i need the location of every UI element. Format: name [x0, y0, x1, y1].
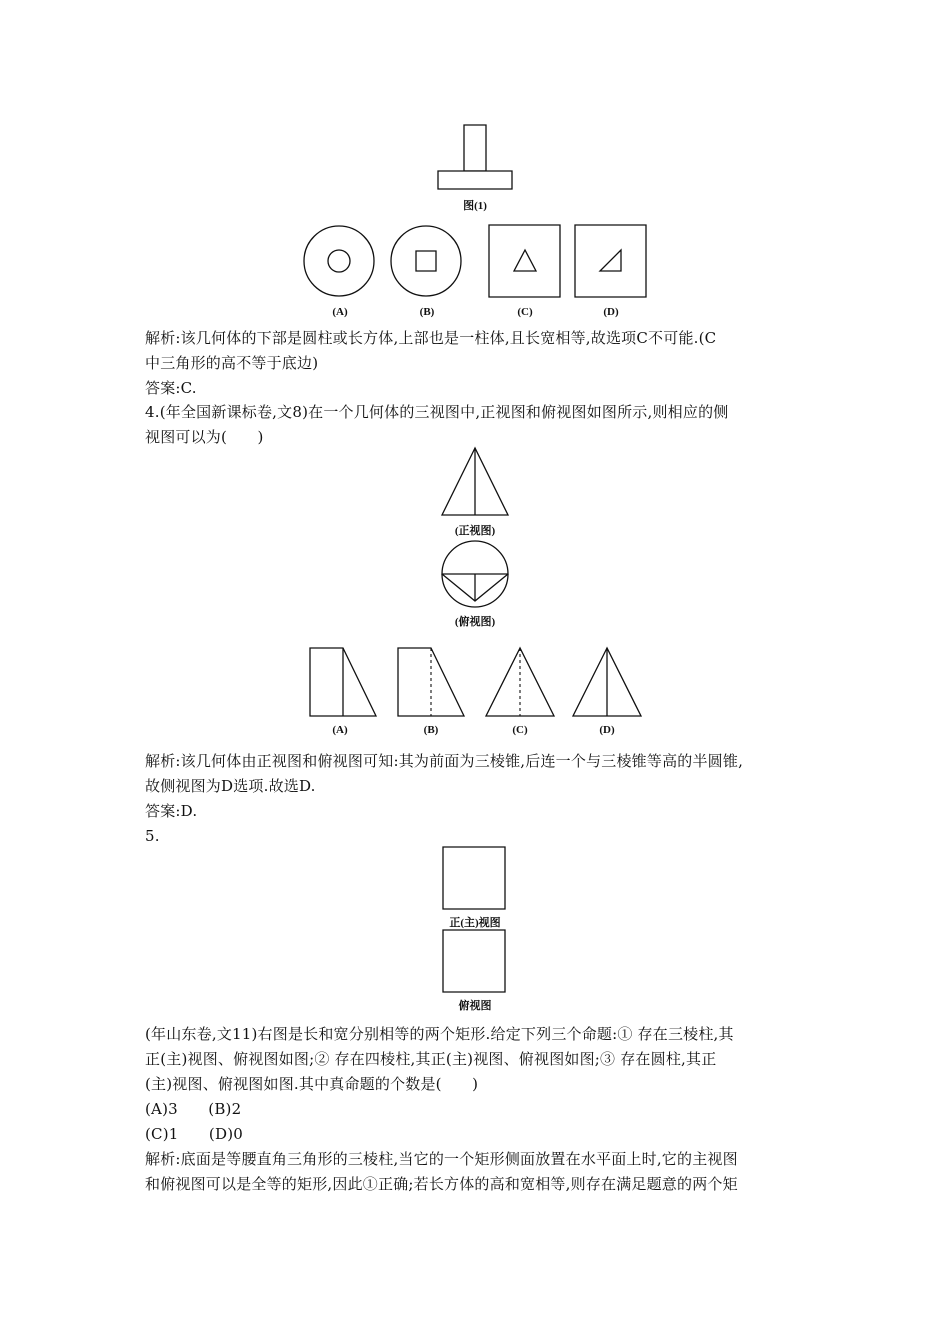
q5-top-view-rectangle	[442, 929, 508, 995]
q3-answer: 答案:C.	[145, 379, 197, 397]
q5-stem-line3: (主)视图、俯视图如图.其中真命题的个数是( )	[145, 1075, 479, 1093]
q4-analysis-line2: 故侧视图为D选项.故选D.	[145, 777, 316, 795]
figure1-option-c-square-triangle	[488, 224, 562, 298]
q5-choice-row1: (A)3 (B)2	[145, 1100, 242, 1118]
q5-top-view-caption: 俯视图	[458, 1000, 492, 1012]
figure1-option-b-circle-square	[390, 225, 464, 299]
figure1-option-a-label: (A)	[332, 306, 348, 318]
q4-option-d-figure	[571, 646, 643, 718]
q5-number: 5.	[145, 827, 160, 845]
figure1-option-d-label: (D)	[603, 306, 619, 318]
q4-stem-line1: 4.(年全国新课标卷,文8)在一个几何体的三视图中,正视图和俯视图如图所示,则相应的侧	[145, 403, 729, 421]
q4-front-view-triangle	[440, 447, 510, 517]
q4-analysis-line1: 解析:该几何体由正视图和俯视图可知:其为前面为三棱锥,后连一个与三棱锥等高的半圆锥,	[145, 752, 744, 770]
q5-analysis-line2: 和俯视图可以是全等的矩形,因此①正确;若长方体的高和宽相等,则存在满足题意的两个矩	[145, 1175, 738, 1193]
figure1-option-c-label: (C)	[517, 306, 533, 318]
q4-stem-line2: 视图可以为( )	[145, 428, 264, 446]
figure1-option-a-circle-ring	[303, 225, 377, 299]
q4-answer: 答案:D.	[145, 802, 198, 820]
q5-stem-line2: 正(主)视图、俯视图如图;② 存在四棱柱,其正(主)视图、俯视图如图;③ 存在圆柱,其正	[145, 1050, 717, 1068]
q4-option-c-figure	[484, 646, 556, 718]
q5-front-view-rectangle	[442, 846, 508, 912]
q4-option-b-figure	[396, 646, 468, 718]
figure1-option-b-label: (B)	[419, 306, 435, 318]
q4-option-b-label: (B)	[423, 724, 439, 736]
q5-front-view-caption: 正(主)视图	[449, 917, 501, 929]
q4-front-view-caption: (正视图)	[454, 525, 496, 537]
q4-top-view-caption: (俯视图)	[454, 616, 496, 628]
q5-stem-line1: (年山东卷,文11)右图是长和宽分别相等的两个矩形.给定下列三个命题:① 存在三棱柱,其	[145, 1025, 734, 1043]
figure1-caption: 图(1)	[463, 200, 487, 212]
q4-top-view-semicircle	[440, 538, 510, 608]
q4-option-a-figure	[308, 646, 380, 718]
q3-analysis-line1: 解析:该几何体的下部是圆柱或长方体,上部也是一柱体,且长宽相等,故选项C不可能.(C	[145, 329, 717, 347]
figure1-t-shape	[436, 124, 516, 192]
q5-choice-row2: (C)1 (D)0	[145, 1125, 243, 1143]
figure1-option-d-square-right-triangle	[574, 224, 648, 298]
q5-analysis-line1: 解析:底面是等腰直角三角形的三棱柱,当它的一个矩形侧面放置在水平面上时,它的主视图	[145, 1150, 738, 1168]
q4-option-c-label: (C)	[512, 724, 528, 736]
q3-analysis-line2: 中三角形的高不等于底边)	[145, 354, 319, 372]
q4-option-d-label: (D)	[599, 724, 615, 736]
q4-option-a-label: (A)	[332, 724, 348, 736]
